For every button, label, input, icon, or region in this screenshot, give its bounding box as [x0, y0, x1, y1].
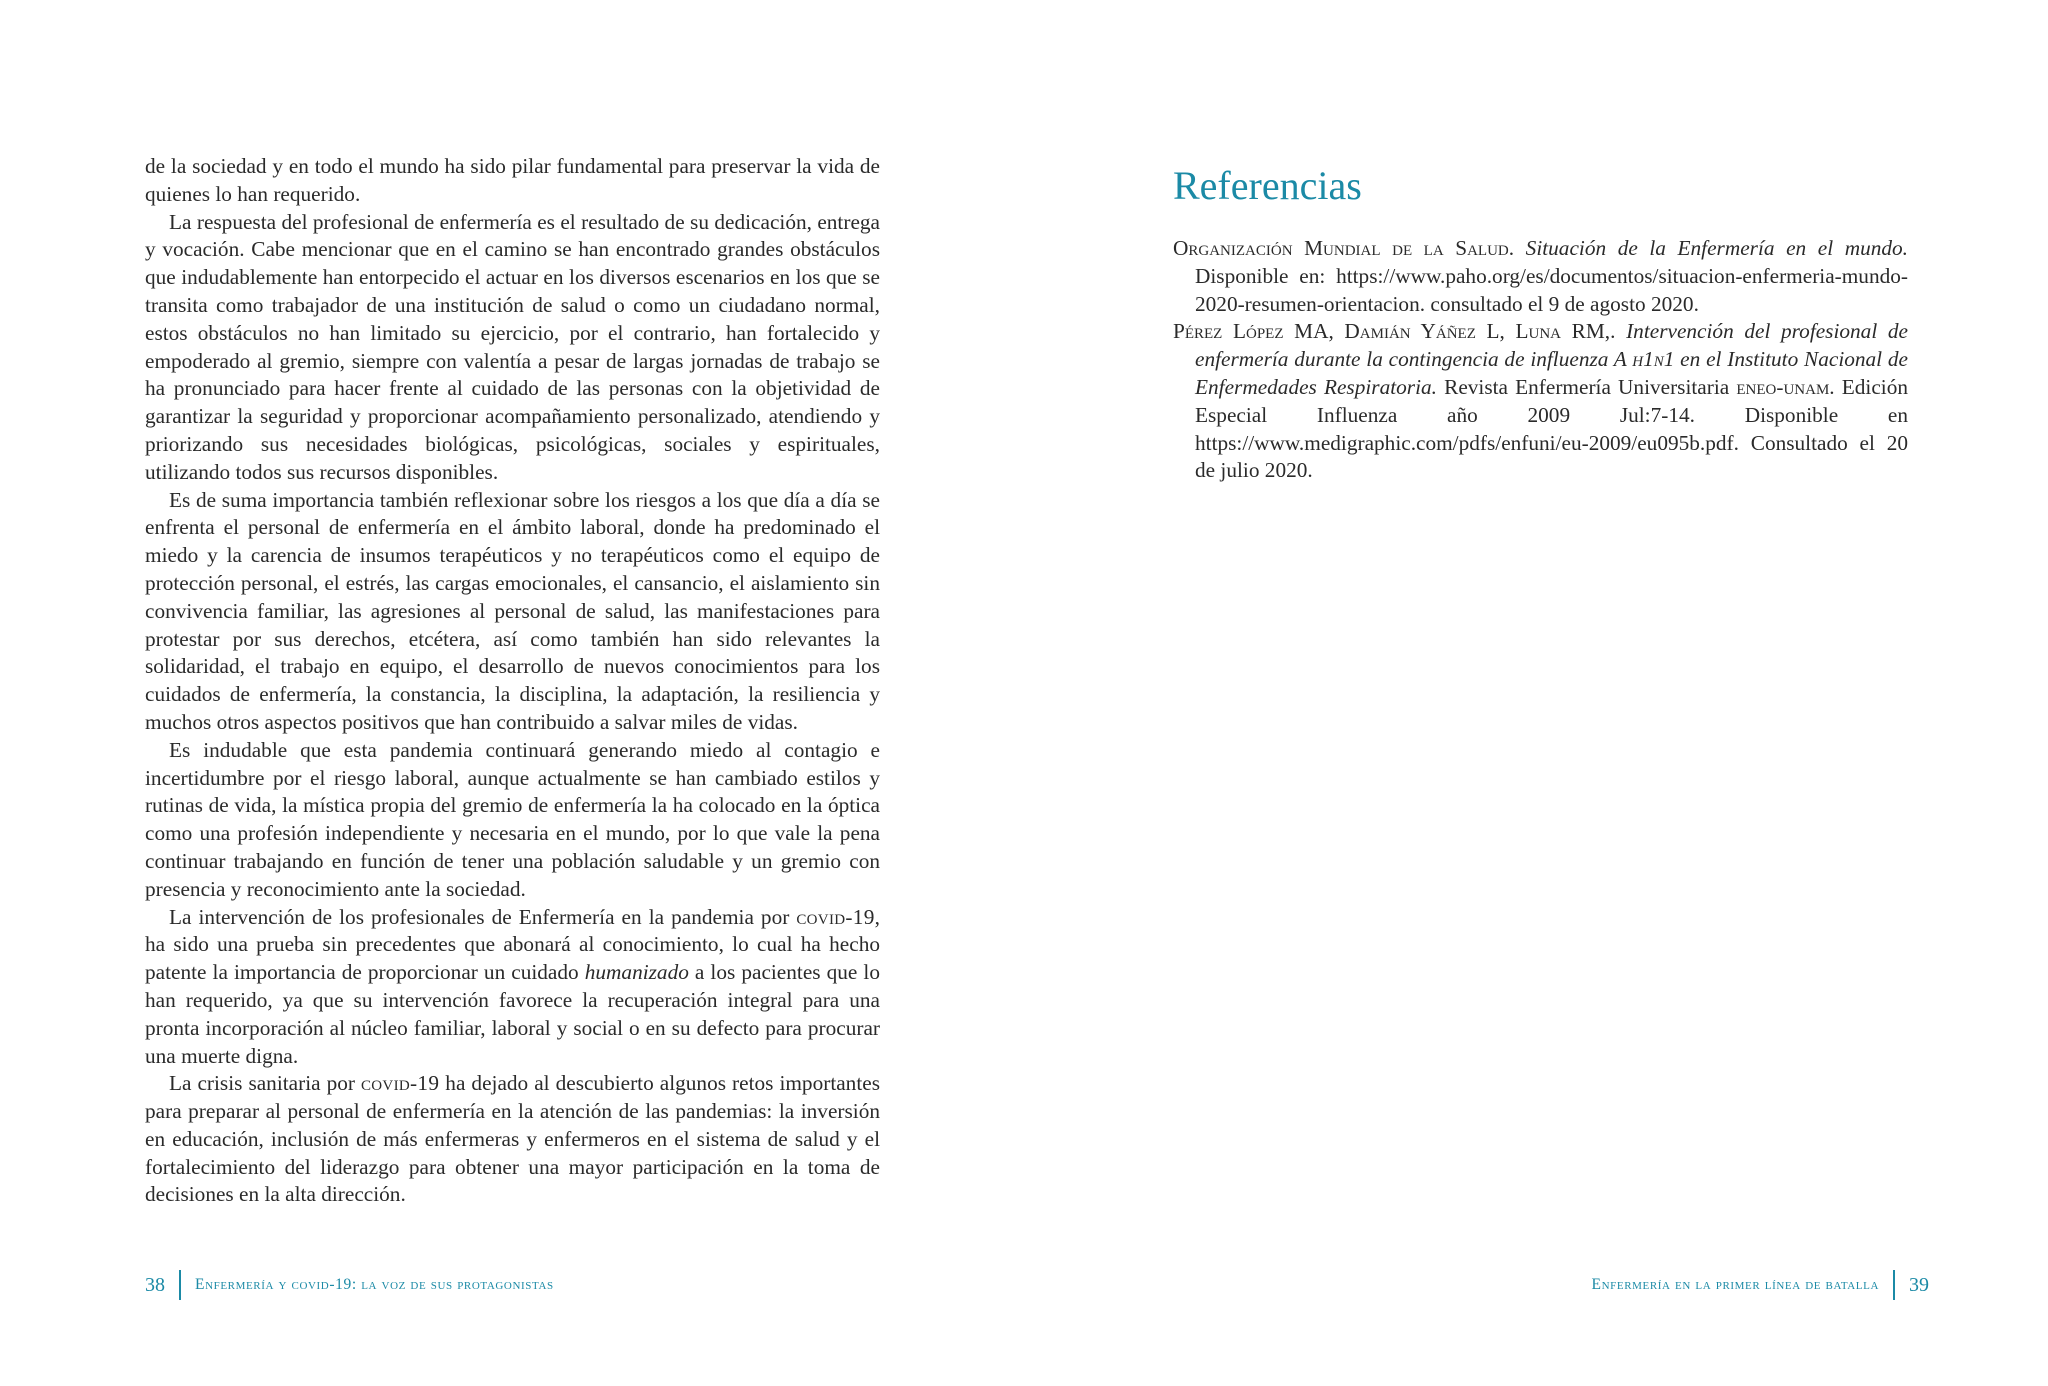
reference-authors: Organización Mundial de la Salud. — [1173, 236, 1515, 260]
acronym-eneo-unam: eneo-unam — [1736, 374, 1830, 399]
right-page — [1024, 0, 2048, 1386]
page-number: 38 — [145, 1273, 165, 1296]
acronym-h1n1: h1n1 — [1632, 347, 1675, 372]
page-number: 39 — [1909, 1273, 1929, 1296]
footer-left — [145, 1270, 554, 1300]
acronym-covid: covid-19 — [361, 1071, 440, 1096]
paragraph — [145, 1070, 880, 1209]
reference-details: Disponible en: https://www.paho.org/es/documentos/situacion-enfermeria-mundo-2020-resumen-orientacion. consultado el 9 de agosto 2020. — [1195, 263, 1908, 316]
footer-divider — [1893, 1270, 1895, 1300]
paragraph: Es indudable que esta pandemia continuará generando miedo al contagio e incertidumbre por el riesgo laboral, aunque actualmente se han cambiado estilos y rutinas de vida, la mística propia del gremio de enfermería la ha colocado en la óptica como una profesión independiente y necesaria en el mundo, por lo que vale la pena continuar trabajando en función de tener una población saludable y un gremio con presencia y reconocimiento ante la sociedad. — [145, 737, 880, 901]
reference-item — [1173, 318, 1908, 485]
text-run: a los pacientes que lo han requerido, ya que su intervención favorece la recuperación integral para una pronta incorporación al núcleo familiar, laboral y social o en su defecto para procurar una muerte digna. — [145, 960, 880, 1068]
references-list — [1173, 235, 1908, 485]
body-text — [145, 153, 880, 1209]
text-run: La intervención de los profesionales de Enfermería en la pandemia por — [169, 904, 797, 929]
reference-authors: Pérez López MA, Damián Yáñez L, Luna RM,. — [1173, 319, 1616, 344]
text-run: Revista Enfermería Universitaria — [1444, 374, 1730, 399]
paragraph: Es de suma importancia también reflexionar sobre los riesgos a los que día a día se enfrenta el personal de enfermería en el ámbito laboral, donde ha predominado el miedo y la carencia de insumos terapéuticos y no terapéuticos como el equipo de protección personal, el estrés, las cargas emocionales, el cansancio, el aislamiento sin convivencia familiar, las agresiones al personal de salud, las manifestaciones para protestar por sus derechos, etcétera, así como también han sido relevantes la solidaridad, el trabajo en equipo, el desarrollo de nuevos conocimientos para los cuidados de enfermería, la constancia, la disciplina, la adaptación, la resiliencia y muchos otros aspectos positivos que han contribuido a salvar miles de vidas. — [145, 487, 880, 734]
text-run: La crisis sanitaria por — [169, 1071, 361, 1096]
text-run: ha dejado al descubierto algunos retos importantes para preparar al personal de enfermería en la atención de las pandemias: la inversión en educación, inclusión de más enfermeras y enfermeros en el sistema de salud y el fortalecimiento del liderazgo para obtener una mayor participación en la toma de decisiones en la alta dirección. — [145, 1071, 880, 1207]
paragraph: de la sociedad y en todo el mundo ha sido pilar fundamental para preservar la vida de quienes lo han requerido. — [145, 154, 880, 206]
paragraph — [145, 904, 880, 1071]
emphasis: humanizado — [584, 960, 689, 985]
text-run: en el Instituto Nacional de Enfermedades Respiratoria. — [1195, 347, 1908, 399]
text-run: . Edición Especial Influenza año 2009 Jul:7-14. Disponible en https://www.medigraphic.com/pdfs/enfuni/eu-2009/eu095b.pdf. Consultado el 20 de julio 2020. — [1195, 374, 1908, 483]
text-run: , ha sido una prueba sin precedentes que abonará al conocimiento, lo cual ha hecho patente la importancia de proporcionar un cuidado — [145, 904, 880, 985]
acronym-covid: covid-19 — [796, 904, 875, 929]
footer-right — [1592, 1270, 1929, 1300]
footer-divider — [179, 1270, 181, 1300]
reference-item — [1173, 235, 1908, 318]
running-head: Enfermería en la primer línea de batalla — [1591, 1276, 1879, 1293]
text-run: Intervención del profesional de enfermería durante la contingencia de influenza A — [1195, 319, 1908, 372]
references-heading: Referencias — [1173, 163, 1362, 208]
running-head: Enfermería y covid-19: la voz de sus protagonistas — [195, 1276, 554, 1293]
reference-title: Situación de la Enfermería en el mundo. — [1525, 236, 1909, 260]
paragraph: La respuesta del profesional de enfermería es el resultado de su dedicación, entrega y vocación. Cabe mencionar que en el camino se han encontrado grandes obstáculos que indudablemente han entorpecido el actuar en los diversos escenarios en los que se transita como trabajador de una institución de salud o como un ciudadano normal, estos obstáculos no han limitado su ejercicio, por el contrario, han fortalecido y empoderado al gremio, siempre con valentía a pesar de largas jornadas de trabajo se ha pronunciado para hacer frente al cuidado de las personas con la objetividad de garantizar la seguridad y proporcionar acompañamiento personalizado, atendiendo y priorizando sus necesidades biológicas, psicológicas, sociales y espirituales, utilizando todos sus recursos disponibles. — [145, 209, 880, 484]
